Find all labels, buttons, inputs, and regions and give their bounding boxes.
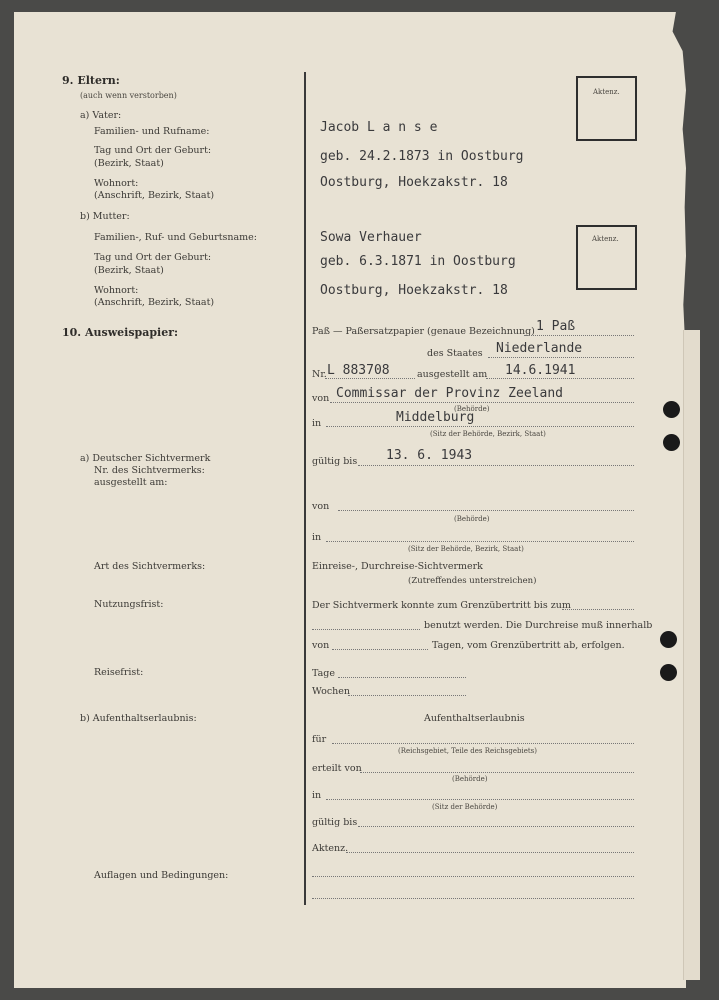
- state-label: des Staates: [427, 348, 483, 359]
- file-number-box-label: Aktenz.: [593, 88, 620, 96]
- visa-place-line: [326, 541, 634, 542]
- mother-birth-label: Tag und Ort der Geburt:: [94, 252, 212, 263]
- place-line: [326, 426, 634, 427]
- residence-permit-label: b) Aufenthaltserlaubnis:: [80, 713, 197, 724]
- valid-until-label: gültig bis: [312, 456, 358, 467]
- place-label: in: [312, 418, 322, 429]
- usage-line-1: [562, 609, 634, 610]
- permit-for-label: für: [312, 734, 327, 745]
- state-value: Niederlande: [496, 341, 583, 356]
- usage-text-3b: Tagen, vom Grenzübertritt ab, erfolgen.: [432, 640, 625, 651]
- father-residence: Oostburg, Hoekzakstr. 18: [320, 175, 508, 190]
- visa-authority-line: [338, 510, 634, 511]
- section-9-heading: 9. Eltern:: [62, 74, 120, 87]
- punch-hole: [663, 401, 680, 418]
- visa-place-label: in: [312, 532, 322, 543]
- father-name-label: Familien- und Rufname:: [94, 126, 210, 137]
- conditions-line-2: [312, 898, 634, 899]
- permit-place-caption: (Sitz der Behörde): [432, 803, 498, 811]
- visa-type-text: Einreise-, Durchreise-Sichtvermerk: [312, 561, 483, 572]
- father-birth: geb. 24.2.1873 in Oostburg: [320, 149, 524, 164]
- travel-period-label: Reisefrist:: [94, 667, 144, 678]
- section-10-heading: 10. Ausweispapier:: [62, 326, 179, 339]
- permit-for-caption: (Reichsgebiet, Teile des Reichsgebiets): [398, 747, 538, 755]
- file-number-box-label: Aktenz.: [592, 235, 619, 243]
- valid-until-line: [358, 465, 634, 466]
- weeks-label: Wochen: [312, 686, 351, 697]
- permit-file-number-label: Aktenz.: [312, 843, 349, 854]
- permit-issued-caption: (Behörde): [452, 775, 488, 783]
- usage-text-1: Der Sichtvermerk konnte zum Grenzübertritt bis zum: [312, 600, 571, 611]
- punch-hole: [660, 664, 677, 681]
- punch-hole: [660, 631, 677, 648]
- issued-date: 14.6.1941: [505, 363, 576, 378]
- mother-birth: geb. 6.3.1871 in Oostburg: [320, 254, 516, 269]
- visa-type-label: Art des Sichtvermerks:: [94, 561, 206, 572]
- usage-period-label: Nutzungsfrist:: [94, 599, 164, 610]
- file-number-box: [576, 76, 637, 141]
- mother-residence-label-2: (Anschrift, Bezirk, Staat): [94, 297, 215, 308]
- permit-place-line: [326, 799, 634, 800]
- conditions-line-1: [312, 876, 634, 877]
- days-line: [338, 677, 466, 678]
- usage-line-3: [332, 649, 428, 650]
- permit-issued-line: [360, 772, 634, 773]
- permit-issued-label: erteilt von: [312, 763, 362, 774]
- visa-authority-caption: (Behörde): [454, 515, 490, 523]
- permit-valid-line: [358, 826, 634, 827]
- issued-label: ausgestellt am: [417, 369, 488, 380]
- permit-for-line: [332, 743, 634, 744]
- mother-name-label: Familien-, Ruf- und Geburtsname:: [94, 232, 257, 243]
- passport-number: L 883708: [327, 363, 390, 378]
- paper-edge: [683, 330, 700, 980]
- passport-type: 1 Paß: [536, 319, 576, 334]
- permit-place-label: in: [312, 790, 322, 801]
- mother-name: Sowa Verhauer: [320, 230, 422, 245]
- mother-birth-label-2: (Bezirk, Staat): [94, 265, 164, 276]
- valid-until-value: 13. 6. 1943: [386, 448, 473, 463]
- father-birth-label-2: (Bezirk, Staat): [94, 158, 164, 169]
- authority-line: [330, 402, 634, 403]
- father-residence-label-2: (Anschrift, Bezirk, Staat): [94, 190, 215, 201]
- residence-permit-title: Aufenthaltserlaubnis: [424, 713, 525, 724]
- number-line: [325, 378, 415, 379]
- authority-value: Commissar der Provinz Zeeland: [336, 386, 563, 401]
- usage-text-2: benutzt werden. Die Durchreise muß innerhalb: [424, 620, 653, 631]
- visa-type-caption: (Zutreffendes unterstreichen): [408, 576, 537, 586]
- authority-label: von: [312, 393, 330, 404]
- visa-place-caption: (Sitz der Behörde, Bezirk, Staat): [408, 545, 524, 553]
- permit-valid-label: gültig bis: [312, 817, 358, 828]
- visa-label-3: ausgestellt am:: [94, 477, 168, 488]
- father-residence-label: Wohnort:: [94, 178, 139, 189]
- weeks-line: [348, 695, 466, 696]
- column-divider: [304, 72, 306, 905]
- punch-hole: [663, 434, 680, 451]
- visa-label-1: a) Deutscher Sichtvermerk: [80, 453, 211, 464]
- passport-line: [524, 335, 634, 336]
- mother-heading: b) Mutter:: [80, 211, 130, 222]
- issued-line: [486, 378, 634, 379]
- state-line: [488, 357, 634, 358]
- usage-line-2: [312, 629, 420, 630]
- place-value: Middelburg: [396, 410, 475, 425]
- visa-label-2: Nr. des Sichtvermerks:: [94, 465, 205, 476]
- number-label: Nr.: [312, 369, 327, 380]
- section-9-sub: (auch wenn verstorben): [80, 91, 177, 100]
- days-label: Tage: [312, 668, 335, 679]
- father-heading: a) Vater:: [80, 110, 122, 121]
- passport-label: Paß — Paßersatzpapier (genaue Bezeichnung): [312, 326, 535, 337]
- mother-residence: Oostburg, Hoekzakstr. 18: [320, 283, 508, 298]
- visa-authority-label: von: [312, 501, 330, 512]
- place-caption: (Sitz der Behörde, Bezirk, Staat): [430, 430, 546, 438]
- mother-residence-label: Wohnort:: [94, 285, 139, 296]
- permit-file-number-line: [346, 852, 634, 853]
- conditions-label: Auflagen und Bedingungen:: [94, 870, 229, 881]
- authority-caption: (Behörde): [454, 405, 490, 413]
- father-birth-label: Tag und Ort der Geburt:: [94, 145, 212, 156]
- father-name: Jacob L a n s e: [320, 120, 438, 135]
- usage-text-3a: von: [312, 640, 330, 651]
